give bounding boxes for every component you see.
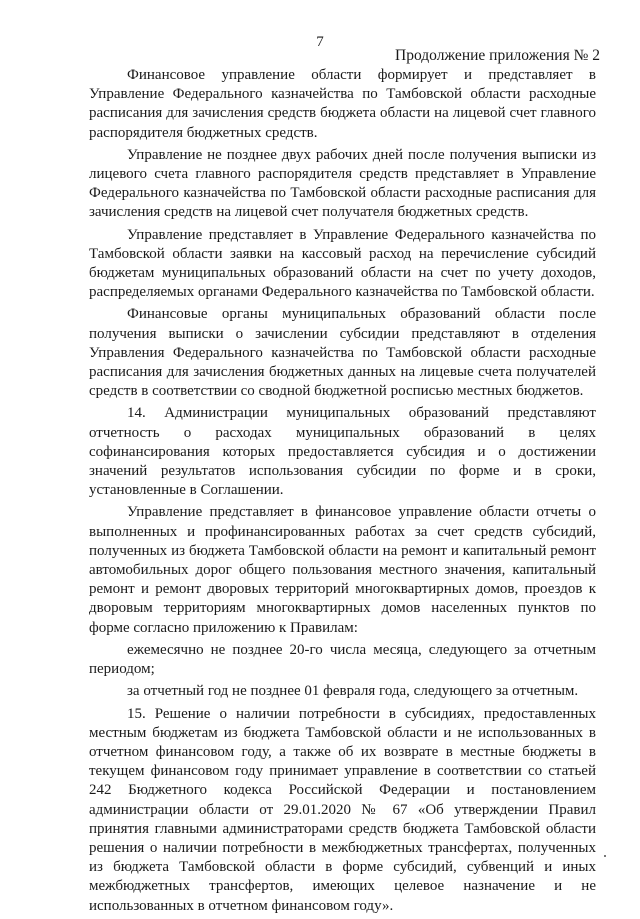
paragraph: Управление не позднее двух рабочих дней после получения выписки из лицевого счета главного распорядителя средств представляет в Управление Федерального казначейства по Тамбовской области расходные расписания для зачисления средств на лицевой счет получателя бюджетных средств.: [89, 146, 596, 221]
paragraph: Управление представляет в финансовое управление области отчеты о выполненных и профинансированных работах за счет средств субсидий, полученных из бюджета Тамбовской области на ремонт и капитальный ремонт автомобильных дорог общего пользования местного значения, капитальный ремонт и ремонт дворовых территорий многоквартирных домов, проездов к дворовым территориям многоквартирных домов населенных пунктов по форме согласно приложению к Правилам:: [89, 504, 596, 636]
paragraph: Финансовое управление области формирует и представляет в Управление Федерального казначейства по Тамбовской области расходные расписания для зачисления средств бюджета области на лицевой счет главного распорядителя бюджетных средств.: [89, 67, 596, 141]
paragraph-item-15: 15. Решение о наличии потребности в субсидиях, предоставленных местным бюджетам из бюджета Тамбовской области и не использованных в отчетном финансовом году, а также об их возврате в местные бюджеты в текущем финансовом году принимает управление в соответствии со статьей 242 Бюджетного кодекса Российской Федерации и постановлением администрации области от 29.01.2020 № 67 «Об утверждении Правил принятия главными администраторами средств бюджета Тамбовской области решения о наличии потребности в межбюджетных трансфертах, полученных из бюджета Тамбовской области в форме субсидий, субвенций и иных межбюджетных трансфертов, имеющих целевое назначение и не использованных в отчетном финансовом году».: [89, 705, 596, 914]
paragraph: Управление представляет в Управление Федерального казначейства по Тамбовской области заявки на кассовый расход на перечисление субсидий бюджетам муниципальных образований области на счет по учету доходов, распределяемых органами Федерального казначейства по Тамбовской области.: [89, 226, 596, 301]
paragraph: Финансовые органы муниципальных образований области после получения выписки о зачислении субсидии представляют в отделения Управления Федерального казначейства по Тамбовской области расходные расписания для зачисления бюджетных данных на лицевые счета получателей средств в соответствии со сводной бюджетной росписью местных бюджетов.: [89, 306, 596, 400]
scan-speck: [604, 855, 606, 857]
appendix-continuation-label: Продолжение приложения № 2: [395, 47, 600, 64]
paragraph: за отчетный год не позднее 01 февраля года, следующего за отчетным.: [127, 683, 579, 700]
page-number: 7: [316, 34, 324, 50]
paragraph: ежемесячно не позднее 20-го числа месяца, следующего за отчетным периодом;: [89, 641, 596, 678]
paragraph-item-14: 14. Администрации муниципальных образований представляют отчетность о расходах муниципальных образований в целях софинансирования которых предоставляется субсидия и о достижении значений результатов использования субсидии по форме и в сроки, установленные в Соглашении.: [89, 405, 596, 499]
document-body: [89, 66, 596, 919]
